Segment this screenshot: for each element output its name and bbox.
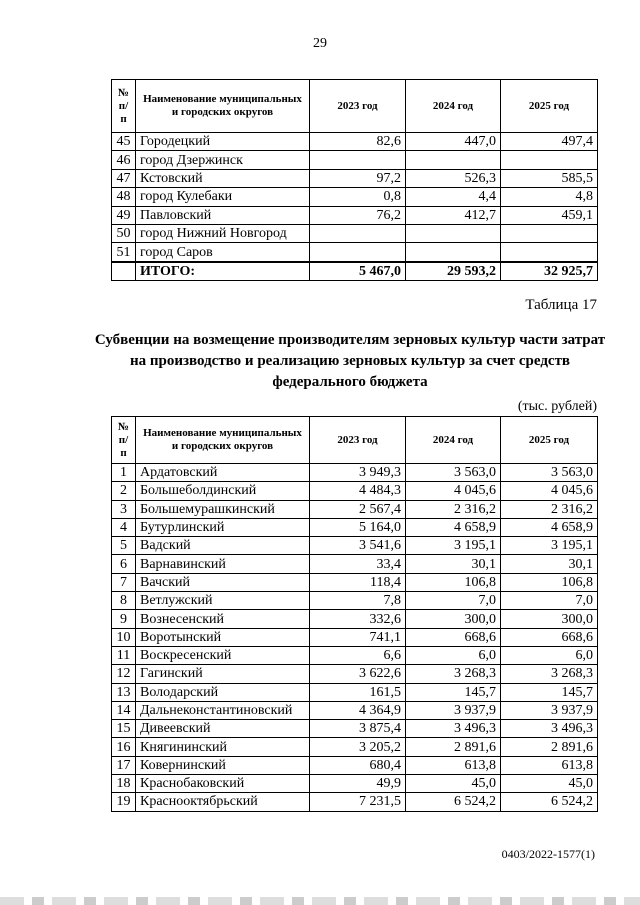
district-name: Ветлужский [136, 592, 310, 610]
table-row [112, 188, 598, 206]
district-name: Вачский [136, 573, 310, 591]
value-2024: 668,6 [406, 628, 501, 646]
table-row [112, 646, 598, 664]
value-2024: 526,3 [406, 169, 501, 187]
header-2024: 2024 год [406, 417, 501, 464]
header-num: № п/п [112, 80, 136, 133]
value-2023: 741,1 [310, 628, 406, 646]
district-name: город Кулебаки [136, 188, 310, 206]
value-2023: 82,6 [310, 133, 406, 151]
row-number: 4 [112, 518, 136, 536]
header-2025: 2025 год [501, 80, 598, 133]
table-row [112, 720, 598, 738]
table-row [112, 628, 598, 646]
value-2024 [406, 151, 501, 169]
value-2024: 447,0 [406, 133, 501, 151]
value-2023: 332,6 [310, 610, 406, 628]
district-name: Бутурлинский [136, 518, 310, 536]
district-name: Дивеевский [136, 720, 310, 738]
district-name: Воскресенский [136, 646, 310, 664]
row-number: 16 [112, 738, 136, 756]
header-2023: 2023 год [310, 80, 406, 133]
value-2023: 33,4 [310, 555, 406, 573]
row-number: 8 [112, 592, 136, 610]
value-2023 [310, 224, 406, 242]
row-number: 1 [112, 464, 136, 482]
table-row [112, 482, 598, 500]
row-number: 14 [112, 701, 136, 719]
value-2023: 49,9 [310, 775, 406, 793]
value-2024 [406, 243, 501, 262]
value-2024: 45,0 [406, 775, 501, 793]
table-header-row [112, 80, 598, 133]
value-2023: 118,4 [310, 573, 406, 591]
table-row [112, 555, 598, 573]
total-num-cell [112, 262, 136, 281]
table-row [112, 169, 598, 187]
value-2025: 613,8 [501, 756, 598, 774]
row-number: 48 [112, 188, 136, 206]
table-row [112, 573, 598, 591]
value-2025: 668,6 [501, 628, 598, 646]
value-2025 [501, 243, 598, 262]
table-row [112, 610, 598, 628]
value-2023 [310, 151, 406, 169]
scan-edge [0, 897, 640, 905]
table-row [112, 738, 598, 756]
table-row [112, 665, 598, 683]
table-row [112, 537, 598, 555]
value-2025: 3 937,9 [501, 701, 598, 719]
value-2023: 3 541,6 [310, 537, 406, 555]
district-name: Павловский [136, 206, 310, 224]
row-number: 3 [112, 500, 136, 518]
table-title: Субвенции на возмещение производителям зерновых культур части затрат на производство и реализацию зерновых культур за счет средств федерального бюджета [94, 332, 606, 390]
district-name: Варнавинский [136, 555, 310, 573]
value-2023: 7 231,5 [310, 793, 406, 811]
value-2024: 2 891,6 [406, 738, 501, 756]
units-label: (тыс. рублей) [517, 399, 597, 414]
value-2025: 497,4 [501, 133, 598, 151]
value-2023: 3 875,4 [310, 720, 406, 738]
district-name: Вадский [136, 537, 310, 555]
header-2025: 2025 год [501, 417, 598, 464]
total-row [112, 262, 598, 281]
table-row [112, 775, 598, 793]
district-name: Княгининский [136, 738, 310, 756]
header-name: Наименование муниципальных и городских округов [136, 417, 310, 464]
value-2023: 76,2 [310, 206, 406, 224]
district-name: Большемурашкинский [136, 500, 310, 518]
value-2025: 4 045,6 [501, 482, 598, 500]
value-2024: 2 316,2 [406, 500, 501, 518]
table-row [112, 151, 598, 169]
table-header-row [112, 417, 598, 464]
document-code: 0403/2022-1577(1) [501, 847, 595, 861]
value-2025: 585,5 [501, 169, 598, 187]
row-number: 17 [112, 756, 136, 774]
value-2025: 4 658,9 [501, 518, 598, 536]
value-2023: 3 949,3 [310, 464, 406, 482]
row-number: 13 [112, 683, 136, 701]
table-row [112, 206, 598, 224]
value-2025: 3 496,3 [501, 720, 598, 738]
value-2024: 7,0 [406, 592, 501, 610]
district-name: город Нижний Новгород [136, 224, 310, 242]
value-2025 [501, 151, 598, 169]
value-2025: 2 316,2 [501, 500, 598, 518]
row-number: 15 [112, 720, 136, 738]
district-name: Вознесенский [136, 610, 310, 628]
row-number: 45 [112, 133, 136, 151]
value-2024: 4,4 [406, 188, 501, 206]
value-2023: 680,4 [310, 756, 406, 774]
header-2024: 2024 год [406, 80, 501, 133]
district-name: Ардатовский [136, 464, 310, 482]
row-number: 9 [112, 610, 136, 628]
value-2025: 4,8 [501, 188, 598, 206]
table-row [112, 133, 598, 151]
table-row [112, 756, 598, 774]
row-number: 2 [112, 482, 136, 500]
district-name: Ковернинский [136, 756, 310, 774]
row-number: 11 [112, 646, 136, 664]
value-2023: 6,6 [310, 646, 406, 664]
table-row [112, 683, 598, 701]
district-name: Краснобаковский [136, 775, 310, 793]
row-number: 46 [112, 151, 136, 169]
row-number: 18 [112, 775, 136, 793]
district-name: Городецкий [136, 133, 310, 151]
row-number: 6 [112, 555, 136, 573]
value-2025: 106,8 [501, 573, 598, 591]
district-name: Володарский [136, 683, 310, 701]
value-2024: 145,7 [406, 683, 501, 701]
table-row [112, 243, 598, 262]
value-2024: 4 045,6 [406, 482, 501, 500]
value-2023: 3 622,6 [310, 665, 406, 683]
table-row [112, 500, 598, 518]
value-2023: 4 484,3 [310, 482, 406, 500]
value-2025 [501, 224, 598, 242]
row-number: 51 [112, 243, 136, 262]
row-number: 12 [112, 665, 136, 683]
row-number: 5 [112, 537, 136, 555]
district-name: город Саров [136, 243, 310, 262]
value-2023: 3 205,2 [310, 738, 406, 756]
value-2024: 3 195,1 [406, 537, 501, 555]
table-row [112, 224, 598, 242]
district-name: Дальнеконстантиновский [136, 701, 310, 719]
total-label: ИТОГО: [136, 262, 310, 281]
value-2025: 3 268,3 [501, 665, 598, 683]
value-2025: 6,0 [501, 646, 598, 664]
table-row [112, 701, 598, 719]
row-number: 50 [112, 224, 136, 242]
value-2025: 45,0 [501, 775, 598, 793]
total-2025: 32 925,7 [501, 262, 598, 281]
value-2025: 300,0 [501, 610, 598, 628]
page-number: 29 [313, 36, 327, 51]
row-number: 19 [112, 793, 136, 811]
table-continued [111, 79, 598, 281]
row-number: 7 [112, 573, 136, 591]
value-2024 [406, 224, 501, 242]
value-2025: 459,1 [501, 206, 598, 224]
value-2025: 145,7 [501, 683, 598, 701]
value-2025: 2 891,6 [501, 738, 598, 756]
value-2024: 300,0 [406, 610, 501, 628]
value-2024: 613,8 [406, 756, 501, 774]
district-name: город Дзержинск [136, 151, 310, 169]
value-2024: 3 563,0 [406, 464, 501, 482]
value-2025: 6 524,2 [501, 793, 598, 811]
value-2025: 30,1 [501, 555, 598, 573]
value-2024: 3 268,3 [406, 665, 501, 683]
total-2023: 5 467,0 [310, 262, 406, 281]
row-number: 47 [112, 169, 136, 187]
value-2023: 161,5 [310, 683, 406, 701]
value-2023: 4 364,9 [310, 701, 406, 719]
header-name: Наименование муниципальных и городских округов [136, 80, 310, 133]
value-2023: 2 567,4 [310, 500, 406, 518]
value-2024: 3 496,3 [406, 720, 501, 738]
value-2024: 412,7 [406, 206, 501, 224]
row-number: 10 [112, 628, 136, 646]
value-2023: 7,8 [310, 592, 406, 610]
table-row [112, 518, 598, 536]
value-2023: 0,8 [310, 188, 406, 206]
value-2023 [310, 243, 406, 262]
value-2024: 4 658,9 [406, 518, 501, 536]
header-2023: 2023 год [310, 417, 406, 464]
district-name: Краснооктябрьский [136, 793, 310, 811]
district-name: Воротынский [136, 628, 310, 646]
value-2023: 5 164,0 [310, 518, 406, 536]
total-2024: 29 593,2 [406, 262, 501, 281]
value-2024: 30,1 [406, 555, 501, 573]
row-number: 49 [112, 206, 136, 224]
value-2025: 3 563,0 [501, 464, 598, 482]
table-row [112, 464, 598, 482]
table-row [112, 592, 598, 610]
value-2024: 6 524,2 [406, 793, 501, 811]
table-row [112, 793, 598, 811]
value-2023: 97,2 [310, 169, 406, 187]
district-name: Большеболдинский [136, 482, 310, 500]
value-2025: 7,0 [501, 592, 598, 610]
value-2024: 106,8 [406, 573, 501, 591]
value-2024: 6,0 [406, 646, 501, 664]
district-name: Гагинский [136, 665, 310, 683]
header-num: № п/п [112, 417, 136, 464]
value-2024: 3 937,9 [406, 701, 501, 719]
district-name: Кстовский [136, 169, 310, 187]
value-2025: 3 195,1 [501, 537, 598, 555]
table-label: Таблица 17 [525, 297, 597, 313]
table-17 [111, 416, 598, 812]
